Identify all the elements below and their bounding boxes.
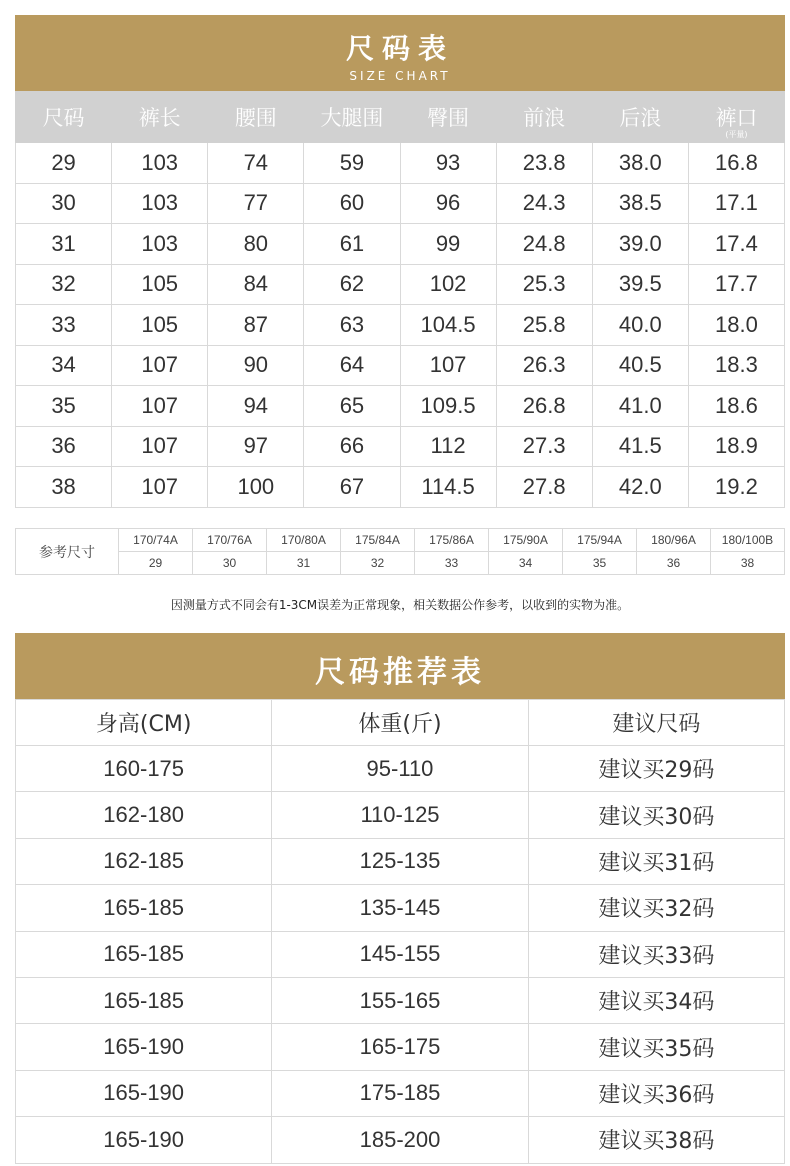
reference-size-row (16, 552, 785, 575)
size-table-cell: 63 (304, 305, 400, 346)
recommendation-table (15, 699, 785, 1164)
reference-spec-cell: 180/100B (711, 529, 785, 552)
size-table-header-cell (688, 92, 784, 143)
size-table-cell: 26.3 (496, 345, 592, 386)
reference-size-cell: 31 (267, 552, 341, 575)
size-table-cell: 38 (16, 467, 112, 508)
size-table-cell: 39.0 (592, 224, 688, 265)
size-table-cell: 59 (304, 143, 400, 184)
size-table-cell: 16.8 (688, 143, 784, 184)
reference-spec-cell: 170/74A (119, 529, 193, 552)
size-table-cell: 40.5 (592, 345, 688, 386)
size-table-cell: 107 (112, 345, 208, 386)
size-table-header-cell (208, 92, 304, 143)
size-table-header-cell (16, 92, 112, 143)
reference-label: 参考尺寸 (16, 529, 119, 575)
size-table-header-cell (304, 92, 400, 143)
reference-spec-cell: 175/90A (489, 529, 563, 552)
recommendation-cell: 162-185 (16, 838, 272, 884)
recommendation-cell: 165-190 (16, 1117, 272, 1163)
recommendation-cell: 165-185 (16, 931, 272, 977)
recommendation-cell: 165-185 (16, 885, 272, 931)
size-table-cell: 102 (400, 264, 496, 305)
recommendation-row (16, 885, 785, 931)
size-table-header-label: 臀围 (427, 106, 470, 130)
size-table-cell: 107 (112, 386, 208, 427)
recommendation-cell: 建议买34码 (528, 977, 784, 1023)
size-table-cell: 77 (208, 183, 304, 224)
recommendation-cell: 95-110 (272, 746, 528, 792)
size-table-cell: 32 (16, 264, 112, 305)
size-table-cell: 114.5 (400, 467, 496, 508)
size-table-row (16, 345, 785, 386)
size-table-cell: 36 (16, 426, 112, 467)
reference-size-cell: 33 (415, 552, 489, 575)
recommendation-header-row (16, 700, 785, 746)
size-table-body (16, 143, 785, 508)
recommendation-cell: 160-175 (16, 746, 272, 792)
recommendation-cell: 165-190 (16, 1024, 272, 1070)
recommendation-cell: 建议买36码 (528, 1070, 784, 1116)
size-table-cell: 25.8 (496, 305, 592, 346)
size-table-cell: 33 (16, 305, 112, 346)
recommendation-cell: 110-125 (272, 792, 528, 838)
recommendation-title: 尺码推荐表 (315, 655, 485, 690)
size-table-cell: 104.5 (400, 305, 496, 346)
size-table-row (16, 143, 785, 184)
size-table-cell: 41.5 (592, 426, 688, 467)
size-table-cell: 107 (112, 467, 208, 508)
size-table-header-label: 后浪 (619, 106, 662, 130)
recommendation-row (16, 931, 785, 977)
disclaimer-text: 因测量方式不同会有1-3CM误差为正常现象，相关数据公作参考，以收到的实物为准。 (170, 598, 630, 612)
size-table-header-label: 腰围 (234, 106, 277, 130)
recommendation-cell: 155-165 (272, 977, 528, 1023)
recommendation-header-cell: 建议尺码 (528, 700, 784, 746)
size-table-cell: 40.0 (592, 305, 688, 346)
reference-size-cell: 29 (119, 552, 193, 575)
recommendation-header (15, 633, 785, 699)
size-table-cell: 99 (400, 224, 496, 265)
size-table-cell: 84 (208, 264, 304, 305)
size-table-row (16, 426, 785, 467)
reference-size-cell: 30 (193, 552, 267, 575)
recommendation-cell: 建议买38码 (528, 1117, 784, 1163)
size-table-cell: 31 (16, 224, 112, 265)
size-table-cell: 39.5 (592, 264, 688, 305)
size-table-cell: 17.1 (688, 183, 784, 224)
size-table-cell: 105 (112, 264, 208, 305)
size-table-cell: 27.8 (496, 467, 592, 508)
size-table-cell: 90 (208, 345, 304, 386)
size-table-header-note: (平量) (725, 130, 748, 139)
size-table-cell: 66 (304, 426, 400, 467)
recommendation-cell: 建议买32码 (528, 885, 784, 931)
recommendation-row (16, 838, 785, 884)
size-table-cell: 61 (304, 224, 400, 265)
reference-size-cell: 38 (711, 552, 785, 575)
size-table-cell: 103 (112, 183, 208, 224)
size-table-cell: 74 (208, 143, 304, 184)
size-table-cell: 34 (16, 345, 112, 386)
recommendation-row (16, 746, 785, 792)
size-table-cell: 107 (112, 426, 208, 467)
recommendation-cell: 建议买31码 (528, 838, 784, 884)
size-table-cell: 17.4 (688, 224, 784, 265)
recommendation-table-body (16, 746, 785, 1164)
size-table-cell: 41.0 (592, 386, 688, 427)
size-table-row (16, 305, 785, 346)
reference-size-table (15, 528, 785, 575)
recommendation-cell: 165-190 (16, 1070, 272, 1116)
size-table-cell: 60 (304, 183, 400, 224)
size-table-cell: 97 (208, 426, 304, 467)
size-table-cell: 103 (112, 224, 208, 265)
size-table-cell: 26.8 (496, 386, 592, 427)
size-chart-title: 尺码表 (345, 32, 454, 65)
size-table-header-cell (496, 92, 592, 143)
reference-spec-cell: 175/84A (341, 529, 415, 552)
size-table-cell: 93 (400, 143, 496, 184)
size-table-cell: 105 (112, 305, 208, 346)
size-table-cell: 64 (304, 345, 400, 386)
recommendation-cell: 175-185 (272, 1070, 528, 1116)
size-table-row (16, 264, 785, 305)
size-table-header-label: 大腿围 (320, 106, 384, 130)
size-table-cell: 80 (208, 224, 304, 265)
size-table-cell: 24.3 (496, 183, 592, 224)
size-table-cell: 109.5 (400, 386, 496, 427)
recommendation-header-cell: 体重(斤) (272, 700, 528, 746)
reference-size-cell: 32 (341, 552, 415, 575)
size-table-cell: 18.0 (688, 305, 784, 346)
recommendation-row (16, 1117, 785, 1163)
size-table-header-label: 裤口 (715, 106, 758, 130)
size-table-header-label: 尺码 (42, 106, 85, 130)
size-table-cell: 24.8 (496, 224, 592, 265)
size-table-cell: 17.7 (688, 264, 784, 305)
size-table-header-label: 裤长 (138, 106, 181, 130)
recommendation-header-cell: 身高(CM) (16, 700, 272, 746)
reference-spec-cell: 170/80A (267, 529, 341, 552)
size-table-cell: 67 (304, 467, 400, 508)
recommendation-cell: 125-135 (272, 838, 528, 884)
size-table-cell: 30 (16, 183, 112, 224)
size-table (15, 91, 785, 508)
size-table-cell: 107 (400, 345, 496, 386)
size-table-cell: 65 (304, 386, 400, 427)
size-table-cell: 18.9 (688, 426, 784, 467)
size-table-cell: 103 (112, 143, 208, 184)
recommendation-cell: 建议买29码 (528, 746, 784, 792)
size-table-header-cell (400, 92, 496, 143)
size-table-cell: 35 (16, 386, 112, 427)
size-table-cell: 87 (208, 305, 304, 346)
reference-size-cell: 35 (563, 552, 637, 575)
size-table-cell: 112 (400, 426, 496, 467)
size-table-row (16, 224, 785, 265)
size-table-cell: 38.5 (592, 183, 688, 224)
size-table-header-row (16, 92, 785, 143)
recommendation-cell: 建议买30码 (528, 792, 784, 838)
recommendation-cell: 145-155 (272, 931, 528, 977)
reference-spec-cell: 170/76A (193, 529, 267, 552)
size-table-cell: 100 (208, 467, 304, 508)
reference-spec-cell: 180/96A (637, 529, 711, 552)
recommendation-cell: 135-145 (272, 885, 528, 931)
size-chart-header (15, 15, 785, 91)
recommendation-row (16, 792, 785, 838)
size-chart-subtitle: SIZE CHART (349, 69, 451, 83)
size-table-cell: 27.3 (496, 426, 592, 467)
reference-spec-cell: 175/94A (563, 529, 637, 552)
size-table-cell: 42.0 (592, 467, 688, 508)
recommendation-row (16, 1024, 785, 1070)
size-table-header-label: 前浪 (523, 106, 566, 130)
size-table-cell: 19.2 (688, 467, 784, 508)
reference-spec-row (16, 529, 785, 552)
recommendation-cell: 162-180 (16, 792, 272, 838)
recommendation-row (16, 977, 785, 1023)
reference-size-cell: 36 (637, 552, 711, 575)
size-table-cell: 62 (304, 264, 400, 305)
size-table-row (16, 183, 785, 224)
size-table-header-cell (112, 92, 208, 143)
size-table-cell: 25.3 (496, 264, 592, 305)
size-table-cell: 18.3 (688, 345, 784, 386)
recommendation-cell: 建议买35码 (528, 1024, 784, 1070)
size-table-cell: 29 (16, 143, 112, 184)
size-table-cell: 96 (400, 183, 496, 224)
size-table-row (16, 467, 785, 508)
recommendation-cell: 165-175 (272, 1024, 528, 1070)
size-table-cell: 38.0 (592, 143, 688, 184)
recommendation-cell: 165-185 (16, 977, 272, 1023)
recommendation-row (16, 1070, 785, 1116)
recommendation-cell: 185-200 (272, 1117, 528, 1163)
size-table-cell: 94 (208, 386, 304, 427)
size-table-cell: 18.6 (688, 386, 784, 427)
size-table-header-cell (592, 92, 688, 143)
size-table-cell: 23.8 (496, 143, 592, 184)
size-table-row (16, 386, 785, 427)
recommendation-cell: 建议买33码 (528, 931, 784, 977)
reference-size-cell: 34 (489, 552, 563, 575)
reference-spec-cell: 175/86A (415, 529, 489, 552)
